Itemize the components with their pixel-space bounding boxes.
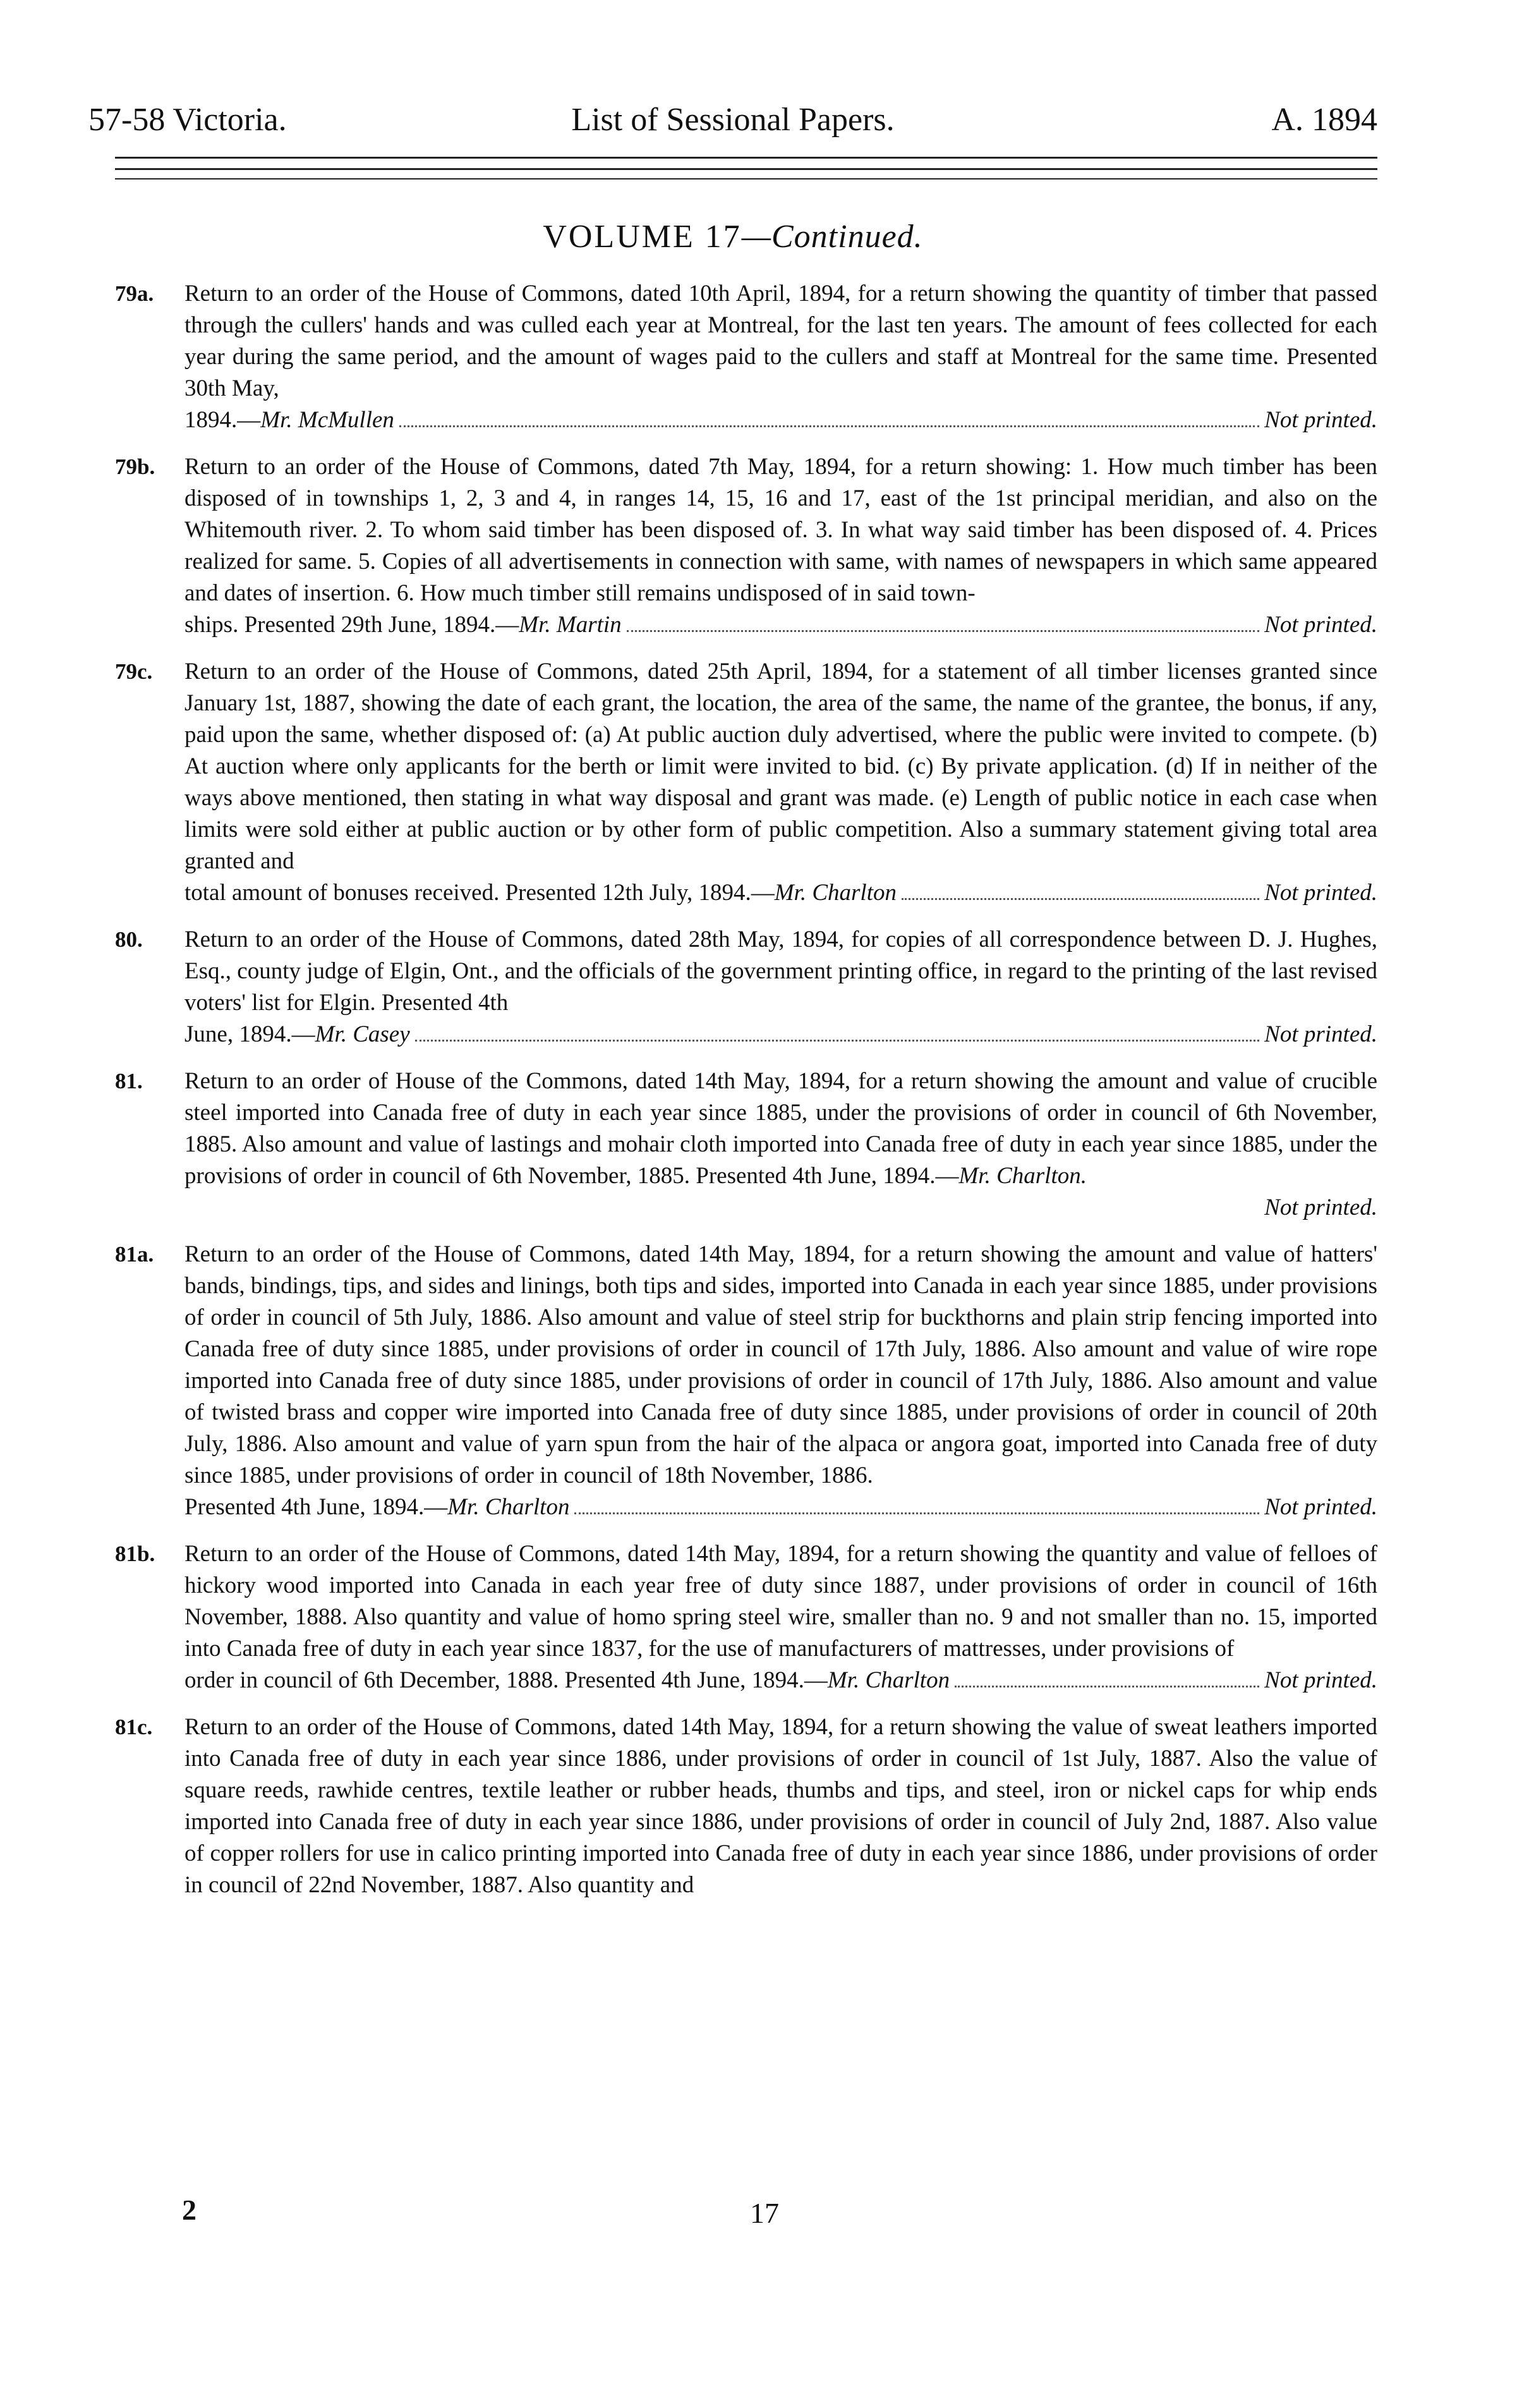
header-rule-top [115,157,1377,159]
entry-final-line [184,1492,1377,1523]
entry-body [184,1712,1377,1901]
running-header [88,95,1377,145]
entry-final-line [184,1665,1377,1696]
entry-text: Return to an order of House of the Commons, dated 14th May, 1894, for a return showing the amount and value of crucible steel imported into Canada free of duty in each year since 1885, under the provisions of order in council of 6th November, 1885. Also amount and value of lastings and mohair cloth imported into Canada free of duty in each year since 1885, under the provisions of order in council of 6th November, 1885. Presented 4th June, 1894.— [184,1068,1377,1189]
volume-title: VOLUME 17 [543,219,742,255]
dot-leader [399,425,1259,427]
dot-leader [574,1512,1259,1514]
entry-number: 81. [115,1069,143,1093]
entry-number: 79c. [115,659,153,684]
entry-body [184,656,1377,909]
entry-final-line [184,609,1377,641]
header-session: 57-58 Victoria. [88,102,287,138]
sessional-paper-entry [115,1712,1377,1901]
entry-body [184,1538,1377,1696]
dot-leader [902,898,1259,900]
header-rule-middle [115,168,1377,170]
entries-list [115,278,1377,1916]
header-year: A. 1894 [1271,102,1377,138]
entry-text: Return to an order of the House of Commons, dated 7th May, 1894, for a return showing: 1. How much timber has been disposed of in townships 1, 2, 3 and 4, in ranges 14, 15, 16 and 17, east of the 1st principal meridian, and also on the Whitemouth river. 2. To whom said timber has been disposed of. 3. In what way said timber has been disposed of. 4. Prices realized for same. 5. Copies of all advertisements in connection with same, with names of newspapers in which same appeared and dates of insertion. 6. How much timber still remains undisposed of in said town- [184,454,1377,606]
sessional-paper-entry [115,278,1377,436]
entry-print-status: Not printed. [1264,880,1377,906]
entry-print-status: Not printed. [1264,1021,1377,1047]
entry-body [184,278,1377,436]
entry-text: Return to an order of the House of Commons, dated 14th May, 1894, for a return showing the quantity and value of felloes of hickory wood imported into Canada in each year free of duty since 1887, under provisions of order in council of 16th November, 1888. Also quantity and value of homo spring steel wire, smaller than no. 9 and not smaller than no. 15, imported into Canada free of duty in each year since 1837, for the use of manufacturers of mattresses, under provisions of [184,1541,1377,1662]
header-rule-bottom [115,178,1377,179]
entry-member: Mr. Charlton [774,880,897,906]
entry-final-text: total amount of bonuses received. Presented 12th July, 1894.— [184,880,775,906]
entry-final-text: order in council of 6th December, 1888. Presented 4th June, 1894.— [184,1667,828,1693]
entry-member: Mr. McMullen [260,407,394,433]
entry-number: 80. [115,927,143,952]
sessional-paper-entry [115,451,1377,641]
entry-body [184,451,1377,641]
entry-text: Return to an order of the House of Commons, dated 14th May, 1894, for a return showing the amount and value of hatters' bands, bindings, tips, and sides and linings, both tips and sides, imported into Canada in each year since 1885, under provisions of order in council of 5th July, 1886. Also amount and value of steel strip for buckthorns and plain strip fencing imported into Canada free of duty since 1885, under provisions of order in council of 17th July, 1886. Also amount and value of wire rope imported into Canada free of duty since 1885, under provisions of order in council of 17th July, 1886. Also amount and value of twisted brass and copper wire imported into Canada free of duty since 1885, under provisions of order in council of 20th July, 1886. Also amount and value of yarn spun from the hair of the alpaca or angora goat, imported into Canada free of duty since 1885, under provisions of order in council of 18th November, 1886. [184,1241,1377,1488]
volume-heading [88,215,1377,259]
entry-print-status: Not printed. [1264,1667,1377,1693]
entry-member: Mr. Martin [519,612,622,638]
dot-leader [627,630,1259,632]
entry-final-line [184,404,1377,436]
entry-number: 81b. [115,1541,155,1566]
entry-print-status: Not printed. [1264,612,1377,638]
entry-body [184,1066,1377,1224]
sessional-paper-entry [115,1239,1377,1523]
sessional-paper-entry [115,1538,1377,1696]
entry-print-status: Not printed. [1264,1195,1377,1220]
entry-final-text: 1894.— [184,407,261,433]
signature-mark: 2 [182,2194,196,2226]
entry-text: Return to an order of the House of Commons, dated 28th May, 1894, for copies of all correspondence between D. J. Hughes, Esq., county judge of Elgin, Ont., and the officials of the government printing office, in regard to the printing of the last revised voters' list for Elgin. Presented 4th [184,927,1377,1016]
entry-member: Mr. Charlton. [958,1163,1087,1189]
entry-final-line [184,877,1377,909]
entry-status-line [184,1192,1377,1224]
entry-number: 81c. [115,1715,153,1739]
entry-final-text: ships. Presented 29th June, 1894.— [184,612,519,638]
entry-final-text: June, 1894.— [184,1021,315,1047]
volume-continued: —Continued. [741,219,923,255]
entry-text: Return to an order of the House of Commons, dated 10th April, 1894, for a return showing the quantity of timber that passed through the cullers' hands and was culled each year at Montreal, for the last ten years. The amount of fees collected for each year during the same period, and the amount of wages paid to the cullers and staff at Montreal for the same time. Presented 30th May, [184,281,1377,401]
entry-number: 81a. [115,1242,154,1267]
entry-member: Mr. Casey [315,1021,410,1047]
entry-member: Mr. Charlton [827,1667,950,1693]
page-number: 17 [750,2197,779,2229]
entry-print-status: Not printed. [1264,407,1377,433]
entry-number: 79b. [115,454,155,479]
entry-member: Mr. Charlton [447,1494,570,1520]
entry-text: Return to an order of the House of Commons, dated 14th May, 1894, for a return showing the value of sweat leathers imported into Canada free of duty in each year since 1886, under provisions of order in council of 1st July, 1887. Also the value of square reeds, rawhide centres, textile leather or rubber heads, thumbs and tips, and steel, iron or nickel caps for whip ends imported into Canada free of duty in each year since 1886, under provisions of order in council of July 2nd, 1887. Also value of copper rollers for use in calico printing imported into Canada free of duty in each year since 1886, under provisions of order in council of 22nd November, 1887. Also quantity and [184,1714,1377,1898]
entry-body [184,1239,1377,1523]
entry-print-status: Not printed. [1264,1494,1377,1520]
entry-text: Return to an order of the House of Commons, dated 25th April, 1894, for a statement of all timber licenses granted since January 1st, 1887, showing the date of each grant, the location, the area of the same, the name of the grantee, the bonus, if any, paid upon the same, whether disposed of: (a) At public auction duly advertised, where the public were invited to compete. (b) At auction where only applicants for the berth or limit were invited to bid. (c) By private application. (d) If in neither of the ways above mentioned, then stating in what way disposal and grant was made. (e) Length of public notice in each case when limits were sold either at public auction or by other form of public competition. Also a summary statement giving total area granted and [184,659,1377,874]
header-title: List of Sessional Papers. [571,102,895,138]
sessional-paper-entry [115,924,1377,1050]
entry-number: 79a. [115,281,154,306]
dot-leader [415,1040,1260,1042]
dot-leader [955,1686,1259,1687]
sessional-paper-entry [115,656,1377,909]
sessional-paper-entry [115,1066,1377,1224]
entry-body [184,924,1377,1050]
entry-final-line [184,1019,1377,1050]
entry-final-text: Presented 4th June, 1894.— [184,1494,448,1520]
